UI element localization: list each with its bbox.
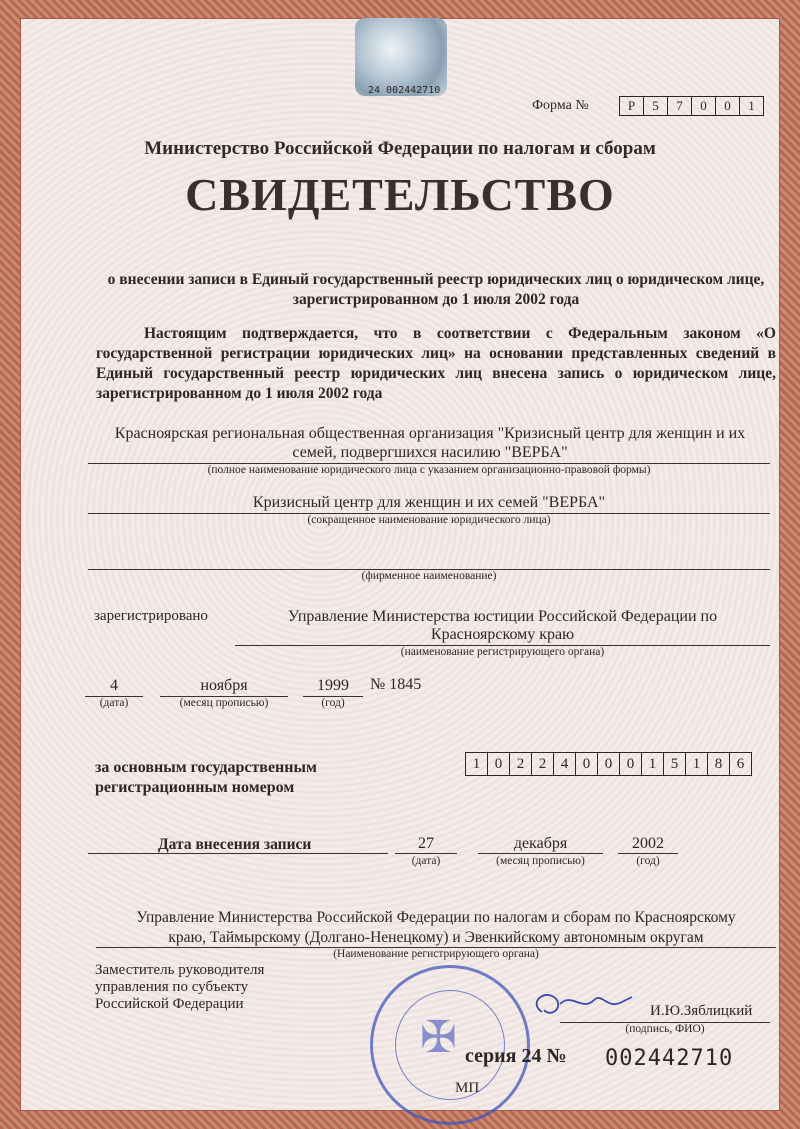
entry-date-underline [88, 853, 388, 854]
ogrn-digit: 2 [509, 752, 532, 776]
entry-day-underline [395, 853, 457, 854]
reg-day: 4 [110, 677, 118, 694]
document-title: СВИДЕТЕЛЬСТВО [185, 169, 615, 220]
reg-day-caption: (дата) [99, 697, 129, 709]
signature-caption: (подпись, ФИО) [625, 1023, 705, 1035]
ogrn-label-line1: за основным государственным [95, 759, 317, 776]
reg-year-caption: (год) [321, 697, 345, 709]
full-name-caption: (полное наименование юридического лица с указанием организационно-правовой формы) [207, 464, 651, 476]
entry-month: декабря [513, 835, 568, 852]
entry-year: 2002 [632, 835, 664, 852]
entry-day: 27 [418, 835, 434, 852]
ogrn-digit: 6 [729, 752, 752, 776]
authority-line2: краю, Таймырскому (Долгано-Ненецкому) и Эвенкийскому автономным округам [168, 929, 704, 946]
ogrn-boxes [466, 752, 752, 776]
full-name-line1: Красноярская региональная общественная организация "Кризисный центр для женщин и их [114, 425, 746, 442]
entry-date-label: Дата внесения записи [158, 836, 312, 853]
deputy-line3: Российской Федерации [95, 996, 244, 1012]
reg-month: ноября [200, 677, 248, 694]
short-name: Кризисный центр для женщин и их семей "ВЕРБА" [252, 494, 606, 511]
ministry-heading: Министерство Российской Федерации по налогам и сборам [144, 138, 656, 159]
form-code-cell: 1 [739, 96, 764, 116]
ogrn-digit: 2 [531, 752, 554, 776]
reg-year: 1999 [317, 677, 349, 694]
entry-year-caption: (год) [636, 855, 660, 867]
form-code-cell: 5 [643, 96, 668, 116]
ogrn-digit: 4 [553, 752, 576, 776]
form-code-cell: Р [619, 96, 644, 116]
deputy-line2: управления по субъекту [95, 979, 249, 995]
ogrn-digit: 0 [597, 752, 620, 776]
deputy-line1: Заместитель руководителя [95, 962, 265, 978]
ogrn-digit: 0 [575, 752, 598, 776]
signatory-name: И.Ю.Зяблицкий [650, 1003, 753, 1019]
registered-label: зарегистрировано [94, 608, 208, 624]
ogrn-label [95, 758, 317, 798]
full-name-line2: семей, подвергшихся насилию "ВЕРБА" [292, 444, 568, 461]
form-code-boxes [620, 96, 764, 116]
ogrn-digit: 1 [641, 752, 664, 776]
firm-name-caption: (фирменное наименование) [361, 570, 497, 582]
registering-body-line1: Управление Министерства юстиции Российской Федерации по [287, 608, 718, 625]
hologram-number: 24 002442710 [368, 85, 441, 96]
form-code-cell: 0 [715, 96, 740, 116]
series-label: серия 24 № [465, 1045, 567, 1067]
authority-line1: Управление Министерства Российской Федерации по налогам и сборам по Красноярскому [136, 909, 736, 926]
ogrn-digit: 1 [465, 752, 488, 776]
entry-day-caption: (дата) [411, 855, 441, 867]
short-name-caption: (сокращенное наименование юридического лица) [307, 514, 551, 526]
reg-number: № 1845 [370, 676, 422, 693]
registering-body-caption: (наименование регистрирующего органа) [400, 646, 605, 658]
eagle-emblem-icon: ✠ [420, 1013, 457, 1062]
document-subtitle: о внесении записи в Единый государственный реестр юридических лиц о юридическом лице, зарегистрированном до 1 июля 2002 года [107, 271, 765, 308]
form-label: Форма № [532, 98, 589, 113]
registering-body-line2: Красноярскому краю [430, 626, 575, 643]
reg-month-caption: (месяц прописью) [179, 697, 269, 709]
serial-number: 002442710 [605, 1046, 734, 1071]
ogrn-digit: 5 [663, 752, 686, 776]
authority-caption: (Наименование регистрирующего органа) [333, 948, 539, 960]
form-code-cell: 0 [691, 96, 716, 116]
authority-name [96, 908, 776, 948]
ogrn-label-line2: регистрационным номером [95, 779, 295, 796]
mp-mark: МП [455, 1080, 480, 1096]
confirmation-paragraph: Настоящим подтверждается, что в соответствии с Федеральным законом «О государственной регистрации юридических лиц» на основании представленных сведений в Единый государственный реестр юридических лиц внесена запись о юридическом лице, зарегистрированном до 1 июля 2002 года [96, 325, 776, 402]
ogrn-digit: 0 [487, 752, 510, 776]
deputy-title [95, 962, 310, 1013]
entry-month-caption: (месяц прописью) [496, 855, 585, 867]
handwritten-signature [522, 982, 642, 1027]
ogrn-digit: 8 [707, 752, 730, 776]
ogrn-digit: 1 [685, 752, 708, 776]
ogrn-digit: 0 [619, 752, 642, 776]
entry-year-underline [618, 853, 678, 854]
entry-month-underline [478, 853, 603, 854]
form-code-cell: 7 [667, 96, 692, 116]
